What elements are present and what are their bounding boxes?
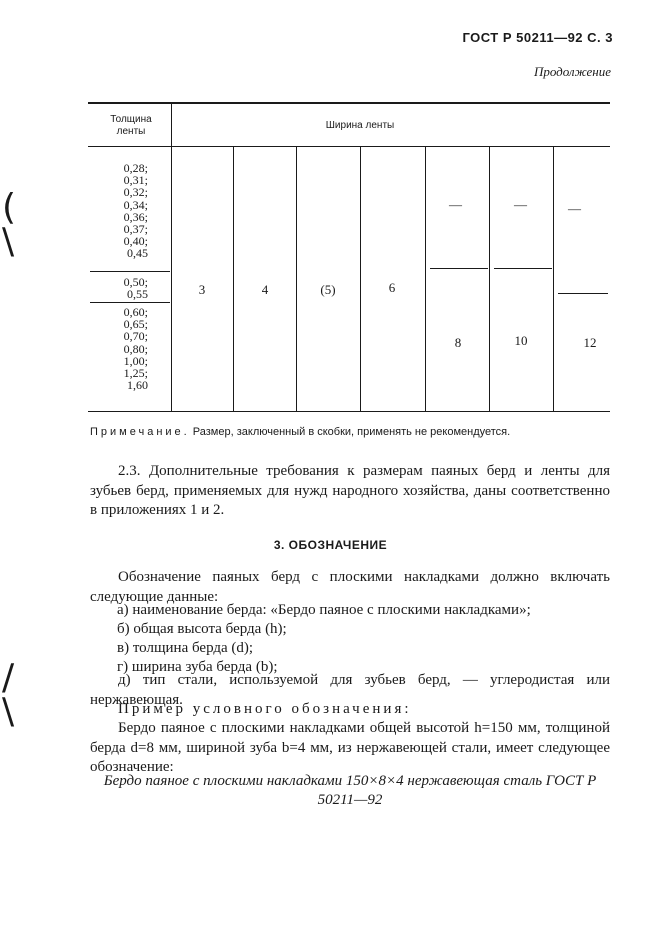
note-label: Примечание. [90,426,190,438]
section-intro: Обозначение паяных берд с плоскими накладками должно включать следующие данные: [90,569,610,605]
thickness-group-1: 0,28; 0,31; 0,32; 0,34; 0,36; 0,37; 0,40; 0,45 [123,161,148,261]
list-item: б) общая высота берда (h); [117,621,287,637]
page-header: ГОСТ Р 50211—92 С. 3 [462,30,613,45]
cell-divider [558,293,608,294]
cell-divider [430,268,488,269]
width-value: 3 [198,282,206,297]
width-value: 8 [454,335,462,350]
group-divider [90,302,170,303]
table [0,0,661,420]
width-value: 4 [261,282,269,297]
table-vline [233,147,234,411]
margin-bracket-mark: ( [2,187,17,228]
width-header: Ширина ленты [325,120,395,131]
dash-mark: — [568,201,581,216]
table-vline [296,147,297,411]
table-top-rule [88,102,610,104]
note-text: Размер, заключенный в скобки, применять не рекомендуется. [192,426,511,438]
example-text: Бердо паяное с плоскими накладками общей высотой h=150 мм, толщиной берда d=8 мм, шириной зуба b=4 мм, из нержавеющей стали, имеет следующее обозначение: [90,720,610,775]
section-title: 3. ОБОЗНАЧЕНИЕ [273,538,388,552]
list-item: в) толщина берда (d); [117,640,254,656]
table-bottom-rule [88,411,610,412]
example-label: Пример условного обозначения: [118,701,412,717]
table-vline [171,147,172,411]
margin-bracket-mark: \ [2,221,15,262]
thickness-group-3: 0,60; 0,65; 0,70; 0,80; 1,00; 1,25; 1,60 [123,305,148,393]
continued-label: Продолжение [533,64,611,79]
table-vline [553,147,554,411]
paragraph-2-3: 2.3. Дополнительные требования к размерам паяных берд и ленты для зубьев берд, применяемых для нужд народного хозяйства, даны соответственно в приложениях 1 и 2. [90,463,610,518]
table-vline [171,104,172,146]
dash-mark: — [514,197,527,212]
width-value: (5) [320,282,336,297]
table-vline [425,147,426,411]
table-vline [360,147,361,411]
margin-bracket-mark: / [2,657,15,698]
list-item: д) тип стали, используемой для зубьев берд, — углеродистая или нержавеющая. [90,672,610,708]
width-value: 12 [583,335,597,350]
dash-mark: — [449,197,462,212]
group-divider [90,271,170,272]
width-value: 10 [514,333,528,348]
list-item: г) ширина зуба берда (b); [117,659,278,675]
designation-example: Бердо паяное с плоскими накладками 150×8×4 нержавеющая сталь ГОСТ Р 50211—92 [103,773,597,808]
thickness-group-2: 0,50; 0,55 [123,275,148,302]
list-item: а) наименование берда: «Бердо паяное с плоскими накладками»; [117,602,531,618]
table-header-rule [88,146,610,147]
margin-bracket-mark: \ [2,691,15,732]
cell-divider [494,268,552,269]
thickness-header: Толщина ленты [110,114,152,137]
table-vline [489,147,490,411]
width-value: 6 [388,280,396,295]
table-note [90,424,610,441]
